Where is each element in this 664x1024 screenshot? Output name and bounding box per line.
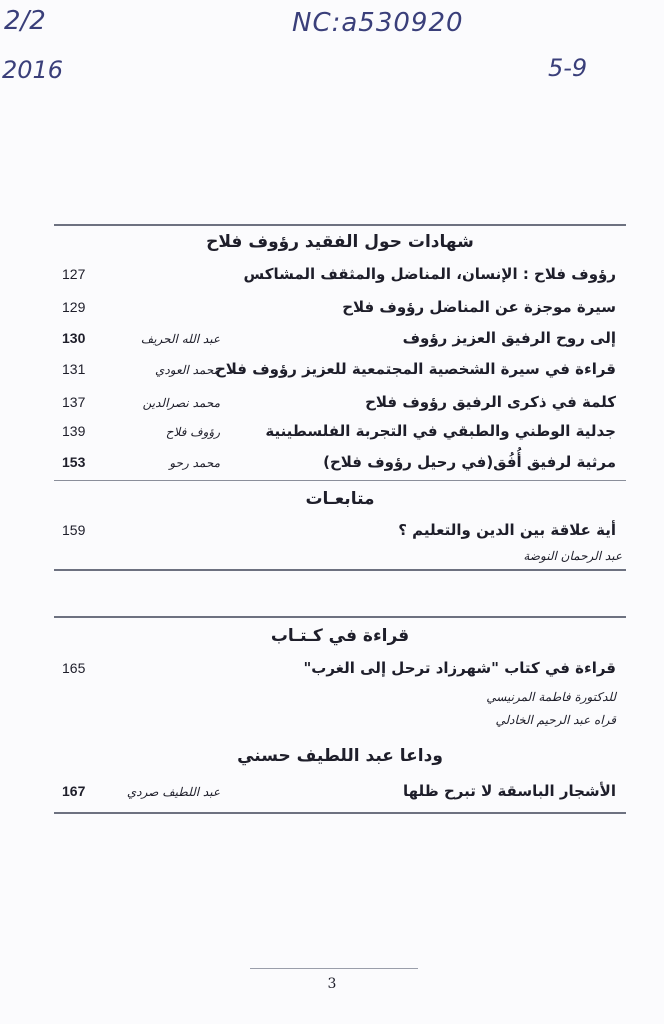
entry-page: 129 [62, 299, 86, 315]
entry-page: 131 [62, 361, 86, 377]
entry-author: محمد العودي [155, 363, 220, 377]
toc-entry [54, 453, 616, 475]
entry-author: محمد نصرالدين [142, 396, 220, 410]
section-divider [54, 616, 626, 618]
toc-entry [54, 265, 616, 287]
entry-title: قراءة في كتاب "شهرزاد ترحل إلى الغرب" [303, 659, 616, 677]
handwritten-date-line1: 2/2 [4, 6, 46, 36]
toc-entry [54, 360, 616, 382]
entry-page: 127 [62, 266, 86, 282]
entry-byline: للدكتورة فاطمة المرنيسي [486, 690, 616, 704]
entry-title: كلمة في ذكرى الرفيق رؤوف فلاح [365, 393, 616, 411]
entry-page: 137 [62, 394, 86, 410]
footer-divider [250, 968, 418, 969]
entry-byline: عبد الرحمان النوضة [523, 549, 622, 563]
entry-title: رؤوف فلاح : الإنسان، المناضل والمثقف المشاكس [243, 265, 616, 283]
toc-entry [54, 298, 616, 320]
entry-page: 165 [62, 660, 86, 676]
handwritten-date-line2: 2016 [2, 56, 64, 84]
entry-page: 167 [62, 783, 86, 799]
entry-title: سيرة موجزة عن المناضل رؤوف فلاح [342, 298, 616, 316]
section-divider [54, 224, 626, 226]
entry-page: 139 [62, 423, 86, 439]
page-number: 3 [327, 976, 337, 992]
section-title-followups: متابعـات [305, 489, 375, 509]
toc-entry [54, 329, 616, 351]
entry-author: رؤوف فلاح [165, 425, 220, 439]
toc-entry [54, 659, 616, 681]
toc-entry [54, 422, 616, 444]
toc-entry [54, 782, 616, 804]
entry-title: أية علاقة بين الدين والتعليم ؟ [398, 521, 616, 539]
entry-author: عبد الله الحريف [140, 332, 220, 346]
entry-title: إلى روح الرفيق العزيز رؤوف [402, 329, 616, 347]
entry-title: قراءة في سيرة الشخصية المجتمعية للعزيز رؤوف فلاح [214, 360, 616, 378]
entry-byline-reader: قراه عبد الرحيم الخادلي [495, 713, 616, 727]
entry-author: عبد اللطيف صردي [126, 785, 220, 799]
section-title-book-review: قراءة في كـتـاب [270, 626, 410, 646]
entry-title: جدلية الوطني والطبقي في التجربة الفلسطينية [265, 422, 616, 440]
entry-title: الأشجار الباسقة لا تبرح ظلها [402, 782, 616, 800]
toc-entry [54, 393, 616, 415]
handwritten-reference: NC:a530920 [292, 8, 464, 38]
entry-page: 159 [62, 522, 86, 538]
section-divider [54, 480, 626, 481]
section-title-farewell: وداعا عبد اللطيف حسني [237, 746, 443, 766]
handwritten-page-range: 5-9 [548, 54, 588, 82]
entry-page: 130 [62, 330, 86, 346]
entry-page: 153 [62, 454, 86, 470]
toc-entry [54, 521, 616, 543]
section-divider [54, 569, 626, 571]
entry-author: محمد رحو [169, 456, 220, 470]
section-title-testimonies: شهادات حول الفقيد رؤوف فلاح [206, 232, 474, 252]
section-divider [54, 812, 626, 814]
entry-title: مرثية لرفيق أُفُق(في رحيل رؤوف فلاح) [323, 453, 616, 471]
